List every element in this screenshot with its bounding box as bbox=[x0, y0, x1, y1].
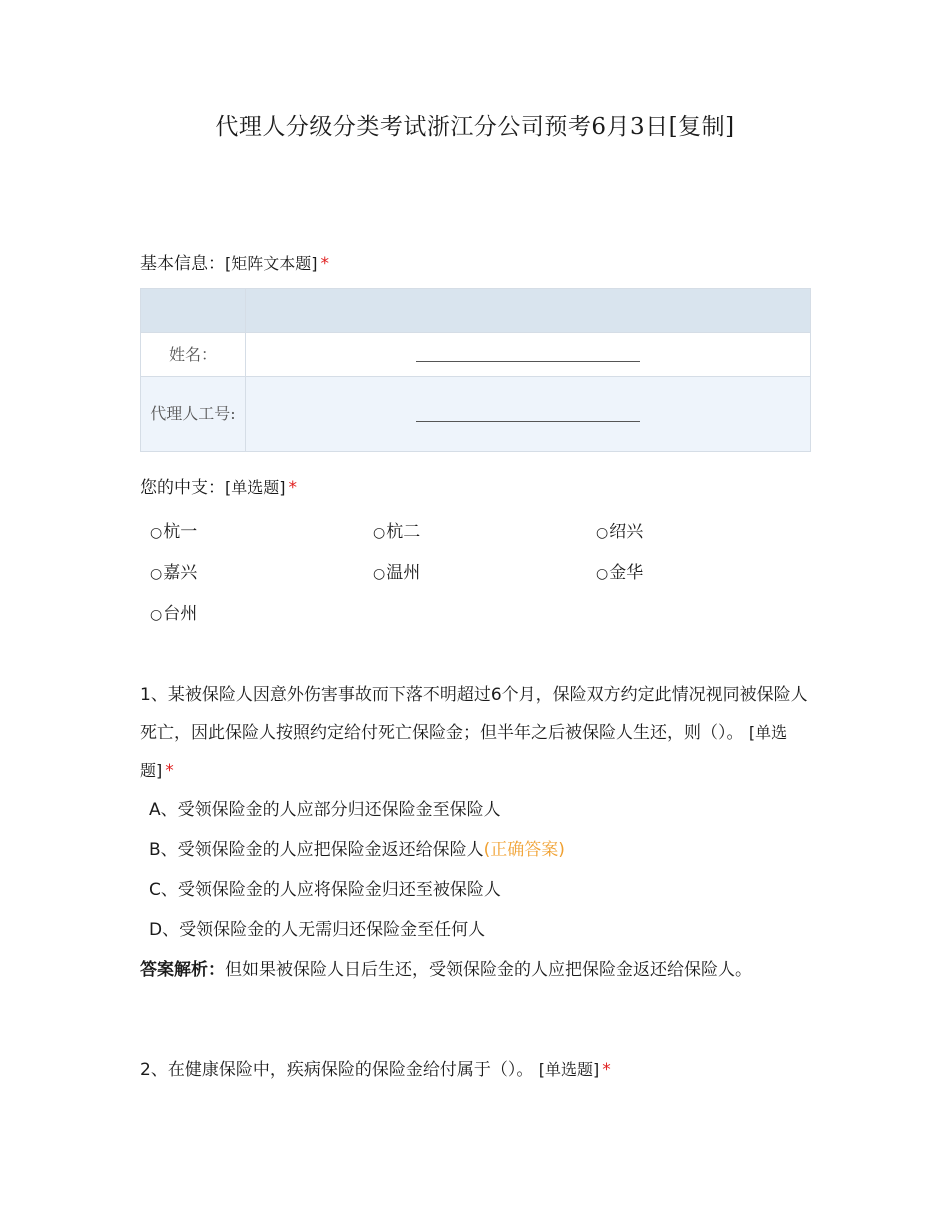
option-label: 温州 bbox=[386, 563, 421, 583]
radio-circle-icon[interactable]: ○ bbox=[596, 525, 609, 541]
question-1-option-d[interactable] bbox=[149, 918, 565, 958]
radio-circle-icon[interactable]: ○ bbox=[373, 566, 386, 582]
matrix-row-label: 代理人工号: bbox=[141, 377, 246, 452]
question-2-text: 2、在健康保险中，疾病保险的保险金给付属于（）。 bbox=[140, 1060, 534, 1080]
branch-option[interactable] bbox=[150, 602, 373, 627]
branch-option[interactable] bbox=[373, 520, 596, 545]
branch-option[interactable] bbox=[596, 520, 820, 545]
analysis-label: 答案解析： bbox=[140, 960, 225, 980]
correct-answer-badge: (正确答案) bbox=[483, 840, 565, 860]
option-label: 台州 bbox=[163, 604, 198, 624]
matrix-row-name bbox=[141, 333, 811, 377]
option-label: B、受领保险金的人应把保险金返还给保险人 bbox=[149, 840, 484, 860]
radio-circle-icon[interactable]: ○ bbox=[150, 566, 163, 582]
branch-option[interactable] bbox=[373, 561, 596, 586]
name-input[interactable] bbox=[246, 333, 811, 377]
option-label: 杭二 bbox=[386, 522, 421, 542]
branch-label: 您的中支： bbox=[140, 478, 225, 498]
basic-info-matrix bbox=[140, 288, 811, 452]
radio-circle-icon[interactable]: ○ bbox=[150, 607, 163, 623]
branch-option[interactable] bbox=[150, 520, 373, 545]
matrix-row-label: 姓名： bbox=[141, 333, 246, 377]
page-title: 代理人分级分类考试浙江分公司预考6月3日[复制] bbox=[215, 114, 735, 140]
agent-id-input[interactable] bbox=[246, 377, 811, 452]
radio-circle-icon[interactable]: ○ bbox=[596, 566, 609, 582]
branch-type: [单选题] bbox=[225, 478, 286, 497]
question-2-stem bbox=[140, 1058, 611, 1082]
option-label: 绍兴 bbox=[609, 522, 644, 542]
option-label: 金华 bbox=[609, 563, 644, 583]
branch-option[interactable] bbox=[150, 561, 373, 586]
required-mark: * bbox=[602, 1060, 611, 1080]
required-mark: * bbox=[320, 254, 329, 274]
question-1-option-c[interactable] bbox=[149, 878, 565, 918]
question-1-analysis bbox=[140, 958, 752, 982]
option-label: A、受领保险金的人应部分归还保险金至保险人 bbox=[149, 800, 501, 820]
option-label: D、受领保险金的人无需归还保险金至任何人 bbox=[149, 920, 486, 940]
basic-info-type: [矩阵文本题] bbox=[225, 254, 318, 273]
matrix-row-agent-id bbox=[141, 377, 811, 452]
required-mark: * bbox=[288, 478, 297, 498]
radio-circle-icon[interactable]: ○ bbox=[373, 525, 386, 541]
question-2-type: [单选题] bbox=[538, 1060, 600, 1079]
question-1-type: [单选题] bbox=[140, 723, 788, 780]
question-1-options bbox=[149, 798, 565, 958]
name-input-line[interactable] bbox=[416, 351, 640, 362]
agent-id-input-line[interactable] bbox=[416, 411, 640, 422]
matrix-header-cell bbox=[141, 289, 246, 333]
question-1-text: 1、某被保险人因意外伤害事故而下落不明超过6个月，保险双方约定此情况视同被保险人死亡，因此保险人按照约定给付死亡保险金；但半年之后被保险人生还，则（）。 bbox=[140, 685, 808, 743]
option-label: 嘉兴 bbox=[163, 563, 198, 583]
option-label: C、受领保险金的人应将保险金归还至被保险人 bbox=[149, 880, 501, 900]
branch-options bbox=[150, 520, 820, 627]
matrix-header-cell bbox=[246, 289, 811, 333]
branch-option[interactable] bbox=[596, 561, 820, 586]
question-1-option-a[interactable] bbox=[149, 798, 565, 838]
option-label: 杭一 bbox=[163, 522, 198, 542]
branch-header bbox=[140, 476, 297, 500]
required-mark: * bbox=[165, 761, 174, 781]
basic-info-label: 基本信息： bbox=[140, 254, 225, 274]
basic-info-header bbox=[140, 252, 329, 276]
matrix-header-row bbox=[141, 289, 811, 333]
radio-circle-icon[interactable]: ○ bbox=[150, 525, 163, 541]
analysis-text: 但如果被保险人日后生还，受领保险金的人应把保险金返还给保险人。 bbox=[225, 960, 752, 980]
question-1-option-b[interactable] bbox=[149, 838, 565, 878]
question-1-stem bbox=[140, 676, 810, 790]
